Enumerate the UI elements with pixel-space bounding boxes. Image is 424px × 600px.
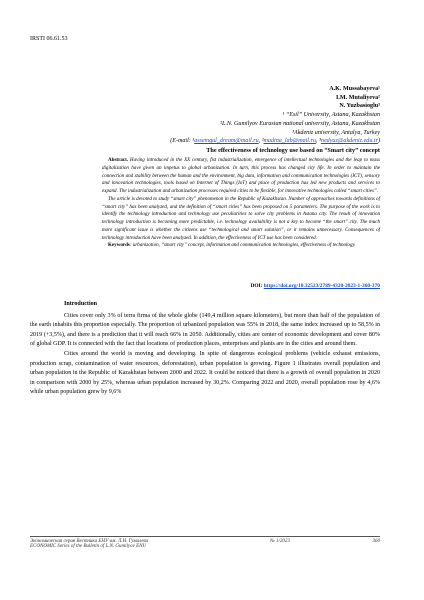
- email-separator: , ³: [316, 138, 321, 145]
- irsti-code: IRSTI 06.61.53: [30, 36, 68, 42]
- doi-line: [250, 283, 380, 289]
- keywords-text: : urbanization, “smart city” concept, information and communication technologies, effectiveness of technology.: [129, 242, 356, 249]
- email-link[interactable]: nedyuz@akdeniz.edu.tr: [320, 138, 378, 145]
- doi-label: DOI:: [250, 283, 263, 289]
- main-body: [30, 300, 380, 398]
- affiliation: ³Akdeniz university, Antalya, Turkey: [292, 129, 380, 136]
- abstract-block: [102, 157, 380, 250]
- page-footer: [30, 539, 380, 549]
- body-paragraph: Cities cover only 3% of terra firma of the whole globe (149,4 million square kilometers), but more than half of the population of the earth inhabits this proportion especially. The proportion of urbanized population was 55% in 2018, the same index increased up to 58,5% in 2019 (+3,5%), and there is a prediction that it will reach 66% in 2050. Additionally, cities are center of economic development and cover 80% of global GDP. It is connected with the fact that locations of production places, enterprises and plants are in the cities and around them.: [30, 312, 380, 348]
- email-prefix: (E-mail: ¹: [170, 138, 195, 145]
- section-heading: Introduction: [64, 301, 98, 307]
- email-line: [40, 137, 380, 146]
- paper-title: The effectiveness of technology use based on “Smart city” concept: [206, 147, 380, 154]
- email-link[interactable]: assemgul_dream@mail.ru: [194, 138, 259, 145]
- email-separator: , ²: [258, 138, 264, 145]
- journal-name-ru: Экономическая серия Вестника ЕНУ им. Л.Н. Гумилева: [30, 539, 149, 544]
- email-link[interactable]: madina_lab@mail.ru: [263, 138, 317, 145]
- affiliation: ²L.N. Gumilyov Eurasian national university, Astana, Kazakhstan: [220, 120, 380, 127]
- author-name: A.K. Mussabayeva¹: [329, 86, 380, 92]
- abstract-label: Abstract.: [108, 157, 129, 163]
- doi-link[interactable]: https://doi.org/10.32523/2789-4320-2023-1-360-370: [263, 283, 380, 289]
- journal-name-en: ECONOMIC Series of the Bulletin of L.N. Gumilyov ENU: [30, 544, 147, 549]
- issue-number: № 1/2023: [270, 539, 290, 544]
- footer-divider: [30, 536, 380, 537]
- abstract-text: Having introduced in the XX century, fist industrialization, emergence of intellectual technologies and the leap to mass digitalization have given an impetus to global urbanization. In turn, this process has changed city life. In order to maintain the connection and stability between the human and the environment, big data, information and communication technologies (ICT), sensory and innovation technologies, tools based on Internet of Things (IoT) and place of production has led new products and services to expand. The industrialization and urbanization processes required cities to be flexible, for innovative technologies called “smart cities”.: [102, 157, 380, 194]
- affiliation: ¹ “Esil” University, Astana, Kazakhstan: [282, 112, 380, 119]
- email-suffix: ): [377, 138, 380, 145]
- author-block: [40, 85, 380, 146]
- abstract-text: The article is devoted to study “smart city” phenomenon in the Republic of Kazakhstan. Number of approaches towards definitions of “smart city” has been analyzed, and the definition of “smart cities” has been proposed on 5 parameters. The purpose of the work is to identify the technology introduction and technology use peculiarities to solve city problems in Astana city. The result of innovation technology introduction is becoming more predictable, i.e. technology availability is not a key to become “the smart” city. The much more significant issue is whether the citizens use “technological and smart solution”, or it remains unnecessary. Consequences of technology introduction have been analyzed. In addition, the effectiveness of ICT use has been considered.: [102, 195, 380, 241]
- page-number: 360: [372, 539, 380, 544]
- body-paragraph: Cities around the world is moving and developing. In spite of dangerous ecological problems (vehicle exhaust emissions, production scrap, contamination of water resources, deforestation), urban population is growing. Figure 1 illustrates overall population and urban population in the Republic of Kazakhstan between 2000 and 2022. It could be noticed that there is a growth of overall population in 2020 in comparison with 2000 by 25%, whereas urban population increased by 30,2%. Comparing 2022 and 2020, overall population rose by 4,6% while urban population grew by 9,6%: [30, 350, 380, 396]
- author-name: N. Yuzbasioglu³: [339, 103, 380, 110]
- keywords-label: Keywords: [108, 242, 130, 249]
- author-name: I.M. Mutaliyeva²: [336, 94, 380, 101]
